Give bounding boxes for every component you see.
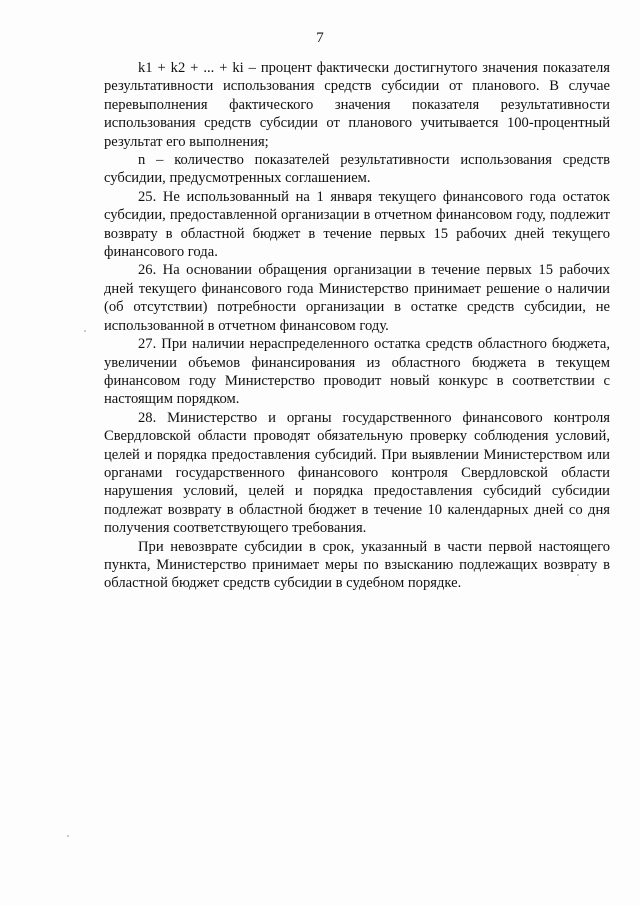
paragraph-26: 26. На основании обращения организации в течение первых 15 рабочих дней текущего финансового года Министерство принимает решение о наличии (об отсутствии) потребности организации в остатке средств субсидии, не использованной в отчетном финансовом году. [104, 262, 610, 334]
paragraph-formula-n: n – количество показателей результативности использования средств субсидии, предусмотренных соглашением. [104, 152, 610, 187]
paragraph-28-continued: При невозврате субсидии в срок, указанный в части первой настоящего пункта, Министерство принимает меры по взысканию подлежащих возврату в областной бюджет средств субсидии в судебном порядке. [104, 538, 610, 592]
paragraph-formula-k: k1 + k2 + ... + ki – процент фактически достигнутого значения показателя результативности использования средств субсидии от планового. В случае перевыполнения фактического значения показателя результативности использования средств субсидии от планового учитывается 100-процентный результат его выполнения; [104, 60, 610, 150]
scan-speck [67, 835, 69, 837]
page-number: 7 [316, 30, 324, 46]
scan-speck [84, 330, 86, 332]
scan-speck [577, 574, 579, 576]
paragraph-28: 28. Министерство и органы государственного финансового контроля Свердловской области проводят обязательную проверку соблюдения условий, целей и порядка предоставления субсидий. При выявлении Министерством или органами государственного финансового контроля Свердловской области нарушения условий, целей и порядка предоставления субсидий субсидии подлежат возврату в областной бюджет в течение 10 календарных дней со дня получения соответствующего требования. [104, 409, 610, 537]
paragraph-25: 25. Не использованный на 1 января текущего финансового года остаток субсидии, предоставленной организации в отчетном финансовом году, подлежит возврату в областной бюджет в течение первых 15 рабочих дней текущего финансового года. [104, 188, 610, 261]
document-body [104, 59, 610, 593]
paragraph-27: 27. При наличии нераспределенного остатка средств областного бюджета, увеличении объемов финансирования из областного бюджета в текущем финансовом году Министерство проводит новый конкурс в соответствии с настоящим порядком. [104, 336, 610, 408]
